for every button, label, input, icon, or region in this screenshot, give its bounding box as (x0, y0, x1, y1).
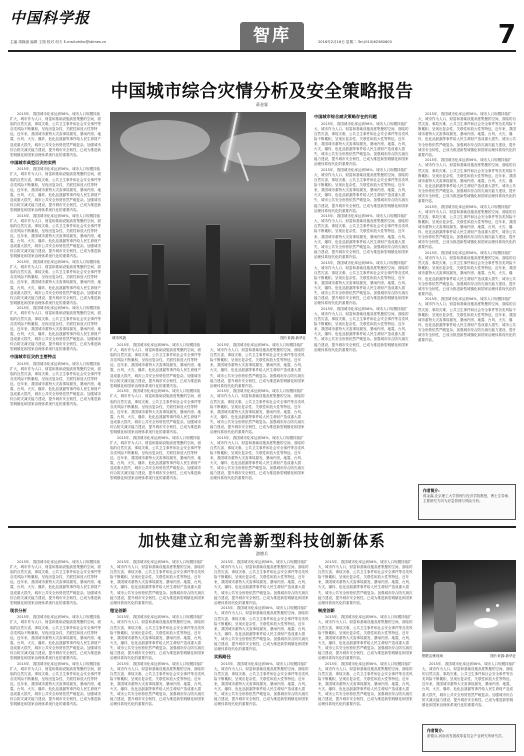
body-paragraph: 2015年，我国城市化率达到56%，城市人口规模持续扩大，城市作为人口、财富和基础设施高度集聚的空间，面临的自然灾害、事故灾难、公共卫生事件和社会安全事件等各类风险不断累积，呈现出复杂性、关联性和放大性等特征。近年来，我国城市重特大灾害事故频发，暴雨内涝、地震、台风、火灾、爆炸、危化品泄漏等事件给人民生命财产造成重大损失，城市公共安全形势依然严峻复杂。加强城市综合防灾减灾能力建设，提升城市安全韧性，已成为推进新型城镇化和国家治理体系现代化的重要内容。 (110, 661, 205, 707)
date-line: 2016年2月16日 星期二 Tel:(010)62580603 (318, 40, 392, 44)
article2-subheading-4: 制度创新 (318, 607, 335, 613)
article1-column-4 (314, 112, 410, 522)
article2-subheading-1: 现状分析 (10, 607, 27, 613)
body-paragraph: 2015年，我国城市化率达到56%，城市人口规模持续扩大，城市作为人口、财富和基础设施高度集聚的空间，面临的自然灾害、事故灾难、公共卫生事件和社会安全事件等各类风险不断累积，呈现出复杂性、关联性和放大性等特征。近年来，我国城市重特大灾害事故频发，暴雨内涝、地震、台风、火灾、爆炸、危化品泄漏等事件给人民生命财产造成重大损失，城市公共安全形势依然严峻复杂。加强城市综合防灾减灾能力建设，提升城市安全韧性，已成为推进新型城镇化和国家治理体系现代化的重要内容。 (314, 121, 409, 167)
body-paragraph: 2015年，我国城市化率达到56%，城市人口规模持续扩大，城市作为人口、财富和基础设施高度集聚的空间，面临的自然灾害、事故灾难、公共卫生事件和社会安全事件等各类风险不断累积，呈现出复杂性、关联性和放大性等特征。近年来，我国城市重特大灾害事故频发，暴雨内涝、地震、台风、火灾、爆炸、危化品泄漏等事件给人民生命财产造成重大损失，城市公共安全形势依然严峻复杂。加强城市综合防灾减灾能力建设，提升城市安全韧性，已成为推进新型城镇化和国家治理体系现代化的重要内容。 (210, 343, 305, 388)
body-paragraph: 2015年，我国城市化率达到56%，城市人口规模持续扩大，城市作为人口、财富和基础设施高度集聚的空间，面临的自然灾害、事故灾难、公共卫生事件和社会安全事件等各类风险不断累积，呈现出复杂性、关联性和放大性等特征。近年来，我国城市重特大灾害事故频发，暴雨内涝、地震、台风、火灾、爆炸、危化品泄漏等事件给人民生命财产造成重大损失，城市公共安全形势依然严峻复杂。加强城市综合防灾减灾能力建设，提升城市安全韧性，已成为推进新型城镇化和国家治理体系现代化的重要内容。 (314, 214, 409, 259)
molten-glow-shape (474, 618, 498, 628)
newspaper-logo: 中国科学报 (10, 9, 91, 27)
body-paragraph: 2015年，我国城市化率达到56%，城市人口规模持续扩大，城市作为人口、财富和基础设施高度集聚的空间，面临的自然灾害、事故灾难、公共卫生事件和社会安全事件等各类风险不断累积，呈现出复杂性、关联性和放大性等特征。近年来，我国城市重特大灾害事故频发，暴雨内涝、地震、台风、火灾、爆炸、危化品泄漏等事件给人民生命财产造成重大损失，城市公共安全形势依然严峻复杂。加强城市综合防灾减灾能力建设，提升城市安全韧性，已成为推进新型城镇化和国家治理体系现代化的重要内容。 (10, 306, 101, 352)
body-paragraph: 2015年，我国城市化率达到56%，城市人口规模持续扩大，城市作为人口、财富和基础设施高度集聚的空间，面临的自然灾害、事故灾难、公共卫生事件和社会安全事件等各类风险不断累积，呈现出复杂性、关联性和放大性等特征。近年来，我国城市重特大灾害事故频发，暴雨内涝、地震、台风、火灾、爆炸、危化品泄漏等事件给人民生命财产造成重大损失，城市公共安全形势依然严峻复杂。加强城市综合防灾减灾能力建设，提升城市安全韧性，已成为推进新型城镇化和国家治理体系现代化的重要内容。 (210, 389, 305, 435)
body-paragraph: 2015年，我国城市化率达到56%，城市人口规模持续扩大，城市作为人口、财富和基础设施高度集聚的空间，面临的自然灾害、事故灾难、公共卫生事件和社会安全事件等各类风险不断累积，呈现出复杂性、关联性和放大性等特征。近年来，我国城市重特大灾害事故频发，暴雨内涝、地震、台风、火灾、爆炸、危化品泄漏等事件给人民生命财产造成重大损失，城市公共安全形势依然严峻复杂。加强城市综合防灾减灾能力建设，提升城市安全韧性，已成为推进新型城镇化和国家治理体系现代化的重要内容。 (110, 343, 201, 388)
body-paragraph: 2015年，我国城市化率达到56%，城市人口规模持续扩大，城市作为人口、财富和基础设施高度集聚的空间，面临的自然灾害、事故灾难、公共卫生事件和社会安全事件等各类风险不断累积，呈现出复杂性、关联性和放大性等特征。近年来，我国城市重特大灾害事故频发，暴雨内涝、地震、台风、火灾、爆炸、危化品泄漏等事件给人民生命财产造成重大损失，城市公共安全形势依然严峻复杂。加强城市综合防灾减灾能力建设，提升城市安全韧性，已成为推进新型城镇化和国家治理体系现代化的重要内容。 (418, 112, 516, 157)
body-paragraph: 2015年，我国城市化率达到56%，城市人口规模持续扩大，城市作为人口、财富和基础设施高度集聚的空间，面临的自然灾害、事故灾难、公共卫生事件和社会安全事件等各类风险不断累积，呈现出复杂性、关联性和放大性等特征。近年来，我国城市重特大灾害事故频发，暴雨内涝、地震、台风、火灾、爆炸、危化品泄漏等事件给人民生命财产造成重大损失，城市公共安全形势依然严峻复杂。加强城市综合防灾减灾能力建设，提升城市安全韧性，已成为推进新型城镇化和国家治理体系现代化的重要内容。 (10, 615, 101, 661)
body-paragraph: 2015年，我国城市化率达到56%，城市人口规模持续扩大，城市作为人口、财富和基础设施高度集聚的空间，面临的自然灾害、事故灾难、公共卫生事件和社会安全事件等各类风险不断累积，呈现出复杂性、关联性和放大性等特征。近年来，我国城市重特大灾害事故频发，暴雨内涝、地震、台风、火灾、爆炸、危化品泄漏等事件给人民生命财产造成重大损失，城市公共安全形势依然严峻复杂。加强城市综合防灾减灾能力建设，提升城市安全韧性，已成为推进新型城镇化和国家治理体系现代化的重要内容。 (422, 662, 516, 707)
author-bio-box (422, 724, 516, 752)
photo-credit: 图片来源:新华社 (280, 336, 306, 340)
building-shape (250, 264, 270, 334)
steel-furnace-photo (422, 560, 516, 652)
article2-column-3 (214, 560, 310, 750)
article1-column-3 (210, 343, 306, 523)
article1-column-2 (110, 343, 202, 523)
body-paragraph: 2015年，我国城市化率达到56%，城市人口规模持续扩大，城市作为人口、财富和基础设施高度集聚的空间，面临的自然灾害、事故灾难、公共卫生事件和社会安全事件等各类风险不断累积，呈现出复杂性、关联性和放大性等特征。近年来，我国城市重特大灾害事故频发，暴雨内涝、地震、台风、火灾、爆炸、危化品泄漏等事件给人民生命财产造成重大损失，城市公共安全形势依然严峻复杂。加强城市综合防灾减灾能力建设，提升城市安全韧性，已成为推进新型城镇化和国家治理体系现代化的重要内容。 (110, 560, 205, 605)
storm-city-photo (110, 112, 306, 334)
author-bio-label: 作者简介: (423, 488, 440, 493)
body-paragraph: 2015年，我国城市化率达到56%，城市人口规模持续扩大，城市作为人口、财富和基础设施高度集聚的空间，面临的自然灾害、事故灾难、公共卫生事件和社会安全事件等各类风险不断累积，呈现出复杂性、关联性和放大性等特征。近年来，我国城市重特大灾害事故频发，暴雨内涝、地震、台风、火灾、爆炸、危化品泄漏等事件给人民生命财产造成重大损失，城市公共安全形势依然严峻复杂。加强城市综合防灾减灾能力建设，提升城市安全韧性，已成为推进新型城镇化和国家治理体系现代化的重要内容。 (214, 606, 309, 652)
article2-column-2 (110, 560, 206, 750)
photo-credit: 图片来源:新华社 (490, 654, 516, 658)
body-paragraph: 2015年，我国城市化率达到56%，城市人口规模持续扩大，城市作为人口、财富和基础设施高度集聚的空间，面临的自然灾害、事故灾难、公共卫生事件和社会安全事件等各类风险不断累积，呈现出复杂性、关联性和放大性等特征。近年来，我国城市重特大灾害事故频发，暴雨内涝、地震、台风、火灾、爆炸、危化品泄漏等事件给人民生命财产造成重大损失，城市公共安全形势依然严峻复杂。加强城市综合防灾减灾能力建设，提升城市安全韧性，已成为推进新型城镇化和国家治理体系现代化的重要内容。 (418, 251, 516, 296)
article2-column-4 (318, 560, 414, 750)
body-paragraph: 2015年，我国城市化率达到56%，城市人口规模持续扩大，城市作为人口、财富和基础设施高度集聚的空间，面临的自然灾害、事故灾难、公共卫生事件和社会安全事件等各类风险不断累积，呈现出复杂性、关联性和放大性等特征。近年来，我国城市重特大灾害事故频发，暴雨内涝、地震、台风、火灾、爆炸、危化品泄漏等事件给人民生命财产造成重大损失，城市公共安全形势依然严峻复杂。加强城市综合防灾减灾能力建设，提升城市安全韧性，已成为推进新型城镇化和国家治理体系现代化的重要内容。 (318, 615, 413, 661)
body-paragraph: 2015年，我国城市化率达到56%，城市人口规模持续扩大，城市作为人口、财富和基础设施高度集聚的空间，面临的自然灾害、事故灾难、公共卫生事件和社会安全事件等各类风险不断累积，呈现出复杂性、关联性和放大性等特征。近年来，我国城市重特大灾害事故频发，暴雨内涝、地震、台风、火灾、爆炸、危化品泄漏等事件给人民生命财产造成重大损失，城市公共安全形势依然严峻复杂。加强城市综合防灾减灾能力建设，提升城市安全韧性，已成为推进新型城镇化和国家治理体系现代化的重要内容。 (10, 167, 101, 213)
author-bio-box (418, 484, 516, 520)
body-paragraph: 2015年，我国城市化率达到56%，城市人口规模持续扩大，城市作为人口、财富和基础设施高度集聚的空间，面临的自然灾害、事故灾难、公共卫生事件和社会安全事件等各类风险不断累积，呈现出复杂性、关联性和放大性等特征。近年来，我国城市重特大灾害事故频发，暴雨内涝、地震、台风、火灾、爆炸、危化品泄漏等事件给人民生命财产造成重大损失，城市公共安全形势依然严峻复杂。加强城市综合防灾减灾能力建设，提升城市安全韧性，已成为推进新型城镇化和国家治理体系现代化的重要内容。 (10, 112, 101, 157)
body-paragraph: 2015年，我国城市化率达到56%，城市人口规模持续扩大，城市作为人口、财富和基础设施高度集聚的空间，面临的自然灾害、事故灾难、公共卫生事件和社会安全事件等各类风险不断累积，呈现出复杂性、关联性和放大性等特征。近年来，我国城市重特大灾害事故频发，暴雨内涝、地震、台风、火灾、爆炸、危化品泄漏等事件给人民生命财产造成重大损失，城市公共安全形势依然严峻复杂。加强城市综合防灾减灾能力建设，提升城市安全韧性，已成为推进新型城镇化和国家治理体系现代化的重要内容。 (210, 435, 305, 481)
body-paragraph: 2015年，我国城市化率达到56%，城市人口规模持续扩大，城市作为人口、财富和基础设施高度集聚的空间，面临的自然灾害、事故灾难、公共卫生事件和社会安全事件等各类风险不断累积，呈现出复杂性、关联性和放大性等特征。近年来，我国城市重特大灾害事故频发，暴雨内涝、地震、台风、火灾、爆炸、危化品泄漏等事件给人民生命财产造成重大损失，城市公共安全形势依然严峻复杂。加强城市综合防灾减灾能力建设，提升城市安全韧性，已成为推进新型城镇化和国家治理体系现代化的重要内容。 (10, 661, 101, 707)
body-paragraph: 2015年，我国城市化率达到56%，城市人口规模持续扩大，城市作为人口、财富和基础设施高度集聚的空间，面临的自然灾害、事故灾难、公共卫生事件和社会安全事件等各类风险不断累积，呈现出复杂性、关联性和放大性等特征。近年来，我国城市重特大灾害事故频发，暴雨内涝、地震、台风、火灾、爆炸、危化品泄漏等事件给人民生命财产造成重大损失，城市公共安全形势依然严峻复杂。加强城市综合防灾减灾能力建设，提升城市安全韧性，已成为推进新型城镇化和国家治理体系现代化的重要内容。 (418, 158, 516, 204)
article2-column-1 (10, 560, 102, 750)
body-paragraph: 2015年，我国城市化率达到56%，城市人口规模持续扩大，城市作为人口、财富和基础设施高度集聚的空间，面临的自然灾害、事故灾难、公共卫生事件和社会安全事件等各类风险不断累积，呈现出复杂性、关联性和放大性等特征。近年来，我国城市重特大灾害事故频发，暴雨内涝、地震、台风、火灾、爆炸、危化品泄漏等事件给人民生命财产造成重大损失，城市公共安全形势依然严峻复杂。加强城市综合防灾减灾能力建设，提升城市安全韧性，已成为推进新型城镇化和国家治理体系现代化的重要内容。 (10, 361, 101, 407)
building-shape (152, 244, 164, 334)
masthead (0, 0, 524, 52)
body-paragraph: 2015年，我国城市化率达到56%，城市人口规模持续扩大，城市作为人口、财富和基础设施高度集聚的空间，面临的自然灾害、事故灾难、公共卫生事件和社会安全事件等各类风险不断累积，呈现出复杂性、关联性和放大性等特征。近年来，我国城市重特大灾害事故频发，暴雨内涝、地震、台风、火灾、爆炸、危化品泄漏等事件给人民生命财产造成重大损失，城市公共安全形势依然严峻复杂。加强城市综合防灾减灾能力建设，提升城市安全韧性，已成为推进新型城镇化和国家治理体系现代化的重要内容。 (318, 661, 413, 707)
spark-shape (496, 604, 499, 607)
article2-byline: 游德兵 (256, 551, 268, 556)
building-shape (130, 274, 148, 334)
body-paragraph: 2015年，我国城市化率达到56%，城市人口规模持续扩大，城市作为人口、财富和基础设施高度集聚的空间，面临的自然灾害、事故灾难、公共卫生事件和社会安全事件等各类风险不断累积，呈现出复杂性、关联性和放大性等特征。近年来，我国城市重特大灾害事故频发，暴雨内涝、地震、台风、火灾、爆炸、危化品泄漏等事件给人民生命财产造成重大损失，城市公共安全形势依然严峻复杂。加强城市综合防灾减灾能力建设，提升城市安全韧性，已成为推进新型城镇化和国家治理体系现代化的重要内容。 (314, 167, 409, 213)
photo-caption: 城市风貌 (112, 336, 126, 340)
article1-byline: 蒋金霖 (256, 102, 268, 107)
masthead-rule (8, 50, 516, 52)
article2-subheading-2: 理论创新 (110, 607, 127, 613)
building-shape (275, 238, 291, 334)
cloud-shape (120, 120, 210, 160)
body-paragraph: 2015年，我国城市化率达到56%，城市人口规模持续扩大，城市作为人口、财富和基础设施高度集聚的空间，面临的自然灾害、事故灾难、公共卫生事件和社会安全事件等各类风险不断累积，呈现出复杂性、关联性和放大性等特征。近年来，我国城市重特大灾害事故频发，暴雨内涝、地震、台风、火灾、爆炸、危化品泄漏等事件给人民生命财产造成重大损失，城市公共安全形势依然严峻复杂。加强城市综合防灾减灾能力建设，提升城市安全韧性，已成为推进新型城镇化和国家治理体系现代化的重要内容。 (10, 260, 101, 305)
article1-headline: 中国城市综合灾情分析及安全策略报告 (110, 82, 414, 102)
body-paragraph: 2015年，我国城市化率达到56%，城市人口规模持续扩大，城市作为人口、财富和基础设施高度集聚的空间，面临的自然灾害、事故灾难、公共卫生事件和社会安全事件等各类风险不断累积，呈现出复杂性、关联性和放大性等特征。近年来，我国城市重特大灾害事故频发，暴雨内涝、地震、台风、火灾、爆炸、危化品泄漏等事件给人民生命财产造成重大损失，城市公共安全形势依然严峻复杂。加强城市综合防灾减灾能力建设，提升城市安全韧性，已成为推进新型城镇化和国家治理体系现代化的重要内容。 (314, 306, 409, 352)
article2-column-5 (422, 662, 516, 722)
building-shape (168, 284, 190, 334)
body-paragraph: 2015年，我国城市化率达到56%，城市人口规模持续扩大，城市作为人口、财富和基础设施高度集聚的空间，面临的自然灾害、事故灾难、公共卫生事件和社会安全事件等各类风险不断累积，呈现出复杂性、关联性和放大性等特征。近年来，我国城市重特大灾害事故频发，暴雨内涝、地震、台风、火灾、爆炸、危化品泄漏等事件给人民生命财产造成重大损失，城市公共安全形势依然严峻复杂。加强城市综合防灾减灾能力建设，提升城市安全韧性，已成为推进新型城镇化和国家治理体系现代化的重要内容。 (10, 213, 101, 259)
body-paragraph: 2015年，我国城市化率达到56%，城市人口规模持续扩大，城市作为人口、财富和基础设施高度集聚的空间，面临的自然灾害、事故灾难、公共卫生事件和社会安全事件等各类风险不断累积，呈现出复杂性、关联性和放大性等特征。近年来，我国城市重特大灾害事故频发，暴雨内涝、地震、台风、火灾、爆炸、危化品泄漏等事件给人民生命财产造成重大损失，城市公共安全形势依然严峻复杂。加强城市综合防灾减灾能力建设，提升城市安全韧性，已成为推进新型城镇化和国家治理体系现代化的重要内容。 (214, 560, 309, 605)
body-paragraph: 2015年，我国城市化率达到56%，城市人口规模持续扩大，城市作为人口、财富和基础设施高度集聚的空间，面临的自然灾害、事故灾难、公共卫生事件和社会安全事件等各类风险不断累积，呈现出复杂性、关联性和放大性等特征。近年来，我国城市重特大灾害事故频发，暴雨内涝、地震、台风、火灾、爆炸、危化品泄漏等事件给人民生命财产造成重大损失，城市公共安全形势依然严峻复杂。加强城市综合防灾减灾能力建设，提升城市安全韧性，已成为推进新型城镇化和国家治理体系现代化的重要内容。 (10, 560, 101, 605)
article1-subheading-1: 中国城市典型巨灾的实例 (10, 159, 57, 165)
page-number: 7 (497, 20, 516, 50)
author-bio-text: 蒋金霖,北京理工大学管理与经济学院教授、博士生导师,主要研究方向为应急管理与风险分析。 (423, 494, 510, 503)
photo-caption: 钢铁冶炼现场 (422, 654, 443, 658)
body-paragraph: 2015年，我国城市化率达到56%，城市人口规模持续扩大，城市作为人口、财富和基础设施高度集聚的空间，面临的自然灾害、事故灾难、公共卫生事件和社会安全事件等各类风险不断累积，呈现出复杂性、关联性和放大性等特征。近年来，我国城市重特大灾害事故频发，暴雨内涝、地震、台风、火灾、爆炸、危化品泄漏等事件给人民生命财产造成重大损失，城市公共安全形势依然严峻复杂。加强城市综合防灾减灾能力建设，提升城市安全韧性，已成为推进新型城镇化和国家治理体系现代化的重要内容。 (418, 204, 516, 250)
article2-subheading-3: 实践路径 (214, 654, 231, 660)
editor-line: 主编 周晓丽 编辑 王翔 校对 何天 E-mail:zhiku@stimes.cn (10, 40, 107, 44)
author-bio-text: 游德兵,河南省发展改革委员会产业研究所研究员。 (427, 734, 506, 738)
author-bio-label: 作者简介: (427, 728, 444, 733)
article1-column-5 (418, 112, 516, 480)
article1-subheading-3: 中国城市综合减灾策略存在的问题 (314, 114, 377, 119)
body-paragraph: 2015年，我国城市化率达到56%，城市人口规模持续扩大，城市作为人口、财富和基础设施高度集聚的空间，面临的自然灾害、事故灾难、公共卫生事件和社会安全事件等各类风险不断累积，呈现出复杂性、关联性和放大性等特征。近年来，我国城市重特大灾害事故频发，暴雨内涝、地震、台风、火灾、爆炸、危化品泄漏等事件给人民生命财产造成重大损失，城市公共安全形势依然严峻复杂。加强城市综合防灾减灾能力建设，提升城市安全韧性，已成为推进新型城镇化和国家治理体系现代化的重要内容。 (318, 560, 413, 605)
body-paragraph: 2015年，我国城市化率达到56%，城市人口规模持续扩大，城市作为人口、财富和基础设施高度集聚的空间，面临的自然灾害、事故灾难、公共卫生事件和社会安全事件等各类风险不断累积，呈现出复杂性、关联性和放大性等特征。近年来，我国城市重特大灾害事故频发，暴雨内涝、地震、台风、火灾、爆炸、危化品泄漏等事件给人民生命财产造成重大损失，城市公共安全形势依然严峻复杂。加强城市综合防灾减灾能力建设，提升城市安全韧性，已成为推进新型城镇化和国家治理体系现代化的重要内容。 (110, 435, 201, 481)
article1-subheading-2: 中国城市巨灾的主要特点 (10, 354, 57, 360)
section-divider (8, 526, 516, 528)
body-paragraph: 2015年，我国城市化率达到56%，城市人口规模持续扩大，城市作为人口、财富和基础设施高度集聚的空间，面临的自然灾害、事故灾难、公共卫生事件和社会安全事件等各类风险不断累积，呈现出复杂性、关联性和放大性等特征。近年来，我国城市重特大灾害事故频发，暴雨内涝、地震、台风、火灾、爆炸、危化品泄漏等事件给人民生命财产造成重大损失，城市公共安全形势依然严峻复杂。加强城市综合防灾减灾能力建设，提升城市安全韧性，已成为推进新型城镇化和国家治理体系现代化的重要内容。 (110, 615, 205, 661)
body-paragraph: 2015年，我国城市化率达到56%，城市人口规模持续扩大，城市作为人口、财富和基础设施高度集聚的空间，面临的自然灾害、事故灾难、公共卫生事件和社会安全事件等各类风险不断累积，呈现出复杂性、关联性和放大性等特征。近年来，我国城市重特大灾害事故频发，暴雨内涝、地震、台风、火灾、爆炸、危化品泄漏等事件给人民生命财产造成重大损失，城市公共安全形势依然严峻复杂。加强城市综合防灾减灾能力建设，提升城市安全韧性，已成为推进新型城镇化和国家治理体系现代化的重要内容。 (314, 260, 409, 306)
body-paragraph: 2015年，我国城市化率达到56%，城市人口规模持续扩大，城市作为人口、财富和基础设施高度集聚的空间，面临的自然灾害、事故灾难、公共卫生事件和社会安全事件等各类风险不断累积，呈现出复杂性、关联性和放大性等特征。近年来，我国城市重特大灾害事故频发，暴雨内涝、地震、台风、火灾、爆炸、危化品泄漏等事件给人民生命财产造成重大损失，城市公共安全形势依然严峻复杂。加强城市综合防灾减灾能力建设，提升城市安全韧性，已成为推进新型城镇化和国家治理体系现代化的重要内容。 (214, 661, 309, 707)
article2-headline: 加快建立和完善新型科技创新体系 (138, 531, 386, 550)
building-shape (206, 224, 220, 334)
spark-shape (486, 608, 490, 612)
furnace-hood-shape (434, 582, 456, 632)
body-paragraph: 2015年，我国城市化率达到56%，城市人口规模持续扩大，城市作为人口、财富和基础设施高度集聚的空间，面临的自然灾害、事故灾难、公共卫生事件和社会安全事件等各类风险不断累积，呈现出复杂性、关联性和放大性等特征。近年来，我国城市重特大灾害事故频发，暴雨内涝、地震、台风、火灾、爆炸、危化品泄漏等事件给人民生命财产造成重大损失，城市公共安全形势依然严峻复杂。加强城市综合防灾减灾能力建设，提升城市安全韧性，已成为推进新型城镇化和国家治理体系现代化的重要内容。 (418, 297, 516, 343)
section-tab: 智库 (240, 22, 304, 50)
body-paragraph: 2015年，我国城市化率达到56%，城市人口规模持续扩大，城市作为人口、财富和基础设施高度集聚的空间，面临的自然灾害、事故灾难、公共卫生事件和社会安全事件等各类风险不断累积，呈现出复杂性、关联性和放大性等特征。近年来，我国城市重特大灾害事故频发，暴雨内涝、地震、台风、火灾、爆炸、危化品泄漏等事件给人民生命财产造成重大损失，城市公共安全形势依然严峻复杂。加强城市综合防灾减灾能力建设，提升城市安全韧性，已成为推进新型城镇化和国家治理体系现代化的重要内容。 (110, 389, 201, 435)
article1-column-1 (10, 112, 102, 522)
